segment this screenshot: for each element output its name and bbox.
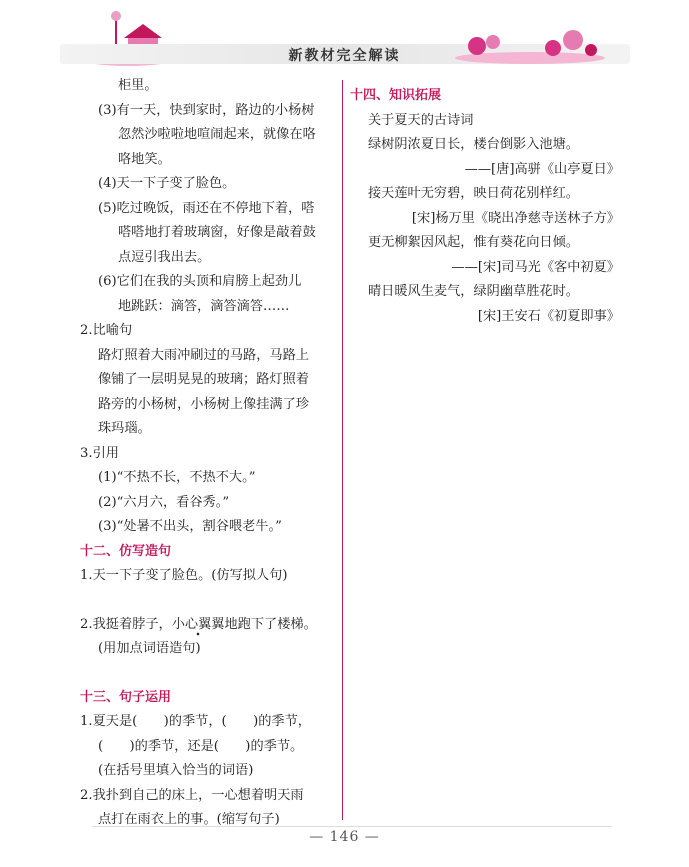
dotted-phrase: 小心翼翼 <box>172 617 225 637</box>
text-line: (在括号里填入恰当的词语) <box>98 763 254 778</box>
poem-attribution: [宋]杨万里《晓出净慈寺送林子方》 <box>411 210 620 226</box>
text-line: 1.夏天是( )的季节，( )的季节， <box>80 714 311 729</box>
text-line: 忽然沙啦啦地喧闹起来，就像在咯 <box>118 127 316 142</box>
poem-line: 接天莲叶无穷碧，映日荷花别样红。 <box>368 186 579 201</box>
text-line: (6)它们在我的头顶和肩膀上起劲儿 <box>98 274 302 289</box>
text-line: (5)吃过晚饭，雨还在不停地下着，嗒 <box>98 200 315 216</box>
text-line: 咯地笑。 <box>118 151 171 167</box>
text-line: 点打在雨衣上的事。(缩写句子) <box>98 812 280 827</box>
right-column <box>350 84 620 329</box>
poem-line: 绿树阴浓夏日长，楼台倒影入池塘。 <box>368 137 579 152</box>
poem-attribution: ——[唐]高骈《山亭夏日》 <box>464 161 620 177</box>
text-line: (2)“六月六，看谷秀。” <box>98 494 230 510</box>
text-line: (4)天一下子变了脸色。 <box>98 176 236 191</box>
text-segment: 地跑下了楼梯。 <box>224 616 317 632</box>
text-line: 珠玛瑙。 <box>98 421 151 436</box>
text-line: 路灯照着大雨冲刷过的马路，马路上 <box>98 347 309 363</box>
section-heading: 十三、句子运用 <box>80 689 172 705</box>
page-header <box>0 0 689 78</box>
text-line: (1)“不热不长，不热不大。” <box>98 470 256 485</box>
text-line: 点逗引我出去。 <box>118 249 211 265</box>
footer-rule <box>92 826 612 827</box>
section-heading: 十二、仿写造句 <box>80 543 172 559</box>
text-line <box>80 613 338 638</box>
section-heading: 十四、知识拓展 <box>350 88 442 103</box>
text-line: 地跳跃：滴答，滴答滴答…… <box>118 298 290 314</box>
text-line: 像铺了一层明晃晃的玻璃；路灯照着 <box>98 372 309 387</box>
text-line: 路旁的小杨树，小杨树上像挂满了珍 <box>98 396 309 412</box>
header-title: 新教材完全解读 <box>288 48 401 64</box>
poem-line: 更无柳絮因风起，惟有葵花向日倾。 <box>368 235 579 250</box>
poem-line: 晴日暖风生麦气，绿阴幽草胜花时。 <box>368 284 579 299</box>
poem-attribution: ——[宋]司马光《客中初夏》 <box>451 259 620 275</box>
text-line: 柜里。 <box>118 78 158 93</box>
text-line: ( )的季节，还是( )的季节。 <box>98 738 304 754</box>
text-line: 2.比喻句 <box>80 323 133 338</box>
text-line: (3)“处暑不出头，割谷喂老牛。” <box>98 519 282 534</box>
text-line: 2.我扑到自己的床上，一心想着明天雨 <box>80 787 304 803</box>
answer-space <box>80 662 338 686</box>
text-line: (用加点词语造句) <box>98 641 201 656</box>
left-column <box>80 74 338 833</box>
text-line: 关于夏天的古诗词 <box>368 112 474 128</box>
column-divider <box>342 80 343 820</box>
answer-space <box>80 589 338 613</box>
text-line: (3)有一天，快到家时，路边的小杨树 <box>98 102 315 118</box>
page-number: — 146 — <box>309 829 380 845</box>
flower-decoration <box>455 22 605 64</box>
text-segment: 2.我挺着脖子， <box>80 616 172 632</box>
text-line: 嗒嗒地打着玻璃窗，好像是敲着鼓 <box>118 225 316 240</box>
poem-attribution: [宋]王安石《初夏即事》 <box>477 308 620 324</box>
text-line: 1.天一下子变了脸色。(仿写拟人句) <box>80 568 288 583</box>
text-line: 3.引用 <box>80 445 119 461</box>
